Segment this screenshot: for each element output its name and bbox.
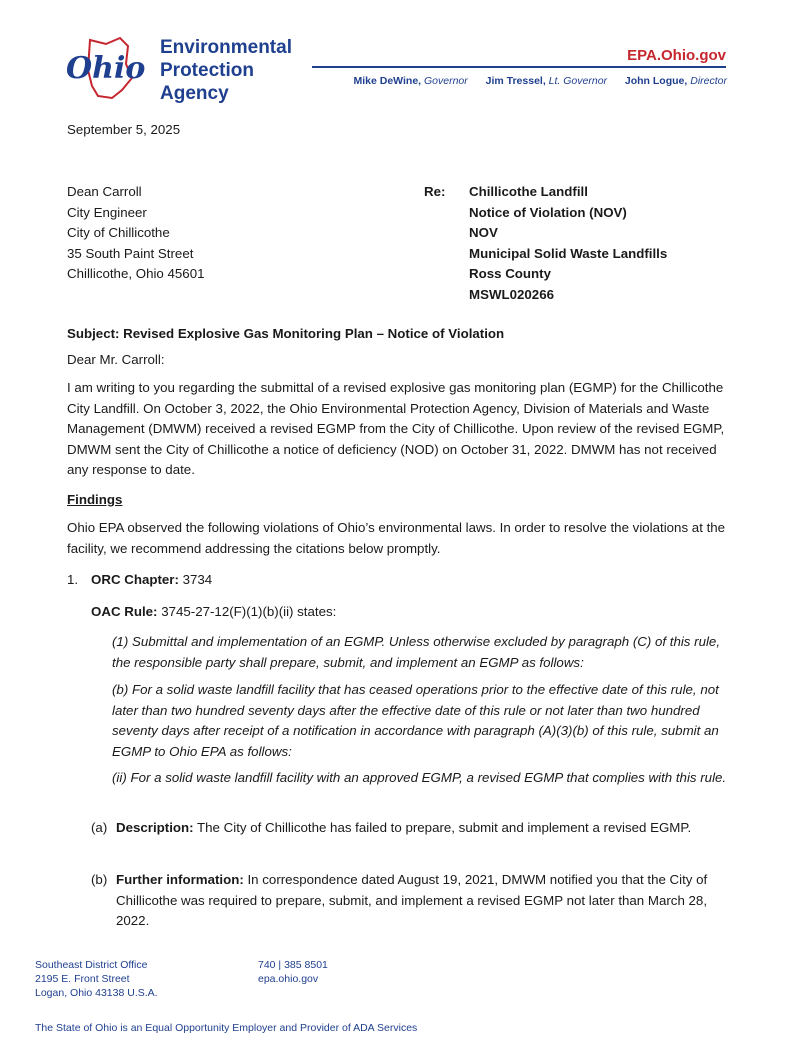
footer-office-address	[35, 958, 158, 1000]
subitem-letter: (a)	[91, 820, 108, 835]
orc-label: ORC Chapter:	[91, 572, 179, 587]
description-label: Description:	[116, 820, 194, 835]
orc-value: 3734	[178, 572, 213, 587]
footer-eeo-statement: The State of Ohio is an Equal Opportunity Employer and Provider of ADA Services	[35, 1022, 418, 1034]
re-line: NOV	[469, 225, 498, 240]
ohio-logo	[62, 34, 158, 104]
footer-line: Southeast District Office	[35, 959, 148, 971]
official-name: Mike DeWine,	[353, 75, 422, 87]
re-line: Notice of Violation (NOV)	[469, 204, 627, 220]
address-line: 35 South Paint Street	[67, 245, 194, 261]
rule-quote: (b) For a solid waste landfill facility that has ceased operations prior to the effective date of this rule, not later than two hundred seventy days after the effective date of this rule or not later than two hundred seventy days after receipt of a notification in accordance with paragraph (A)(3)(b) of this rule, submit an EGMP to Ohio EPA as follows:	[112, 682, 719, 759]
oac-rule	[91, 602, 336, 623]
footer-line: Logan, Ohio 43138 U.S.A.	[35, 987, 158, 999]
footer-phone: 740 | 385 8501	[258, 959, 328, 971]
address-line: City Engineer	[67, 204, 147, 220]
website-link[interactable]: EPA.Ohio.gov	[627, 47, 726, 64]
subject-line: Subject: Revised Explosive Gas Monitoring Plan – Notice of Violation	[67, 326, 505, 341]
official-name: Jim Tressel,	[485, 75, 546, 87]
description-subitem	[91, 818, 731, 839]
address-line: Dean Carroll	[67, 184, 142, 199]
subitem-letter: (b)	[91, 872, 108, 887]
official-title: Lt. Governor	[548, 75, 608, 87]
official-name: John Logue,	[624, 75, 688, 87]
re-line: Chillicothe Landfill	[469, 184, 588, 199]
agency-line: Agency	[160, 83, 229, 104]
header-divider	[312, 66, 726, 68]
official-title: Governor	[424, 75, 468, 87]
official-title: Director	[690, 75, 727, 87]
oac-value: 3745-27-12(F)(1)(b)(ii) states:	[157, 604, 337, 619]
address-line: Chillicothe, Ohio 45601	[67, 266, 205, 281]
footer-line: 2195 E. Front Street	[35, 973, 130, 985]
salutation: Dear Mr. Carroll:	[67, 352, 165, 367]
footer-contact	[258, 958, 328, 986]
oac-label: OAC Rule:	[91, 604, 158, 619]
findings-heading: Findings	[67, 492, 123, 507]
description-text: The City of Chillicothe has failed to prepare, submit and implement a revised EGMP.	[193, 820, 692, 835]
findings-intro: Ohio EPA observed the following violations of Ohio’s environmental laws. In order to resolve the violations at the facility, we recommend addressing the citations below promptly.	[67, 520, 726, 556]
item-number: 1.	[67, 572, 79, 587]
officials-line	[353, 75, 727, 87]
re-line: Municipal Solid Waste Landfills	[469, 245, 668, 261]
violation-item	[67, 570, 212, 591]
re-line: MSWL020266	[469, 286, 554, 302]
footer-website-link[interactable]: epa.ohio.gov	[258, 973, 319, 985]
agency-name	[160, 36, 292, 105]
agency-line: Protection	[160, 60, 254, 81]
re-label: Re:	[424, 184, 446, 199]
further-info-subitem	[91, 870, 731, 932]
address-line: City of Chillicothe	[67, 225, 170, 240]
re-block	[469, 182, 667, 305]
recipient-address	[67, 182, 205, 285]
agency-line: Environmental	[160, 37, 292, 58]
rule-quote: (ii) For a solid waste landfill facility with an approved EGMP, a revised EGMP that complies with this rule.	[112, 770, 727, 785]
logo-wordmark: Ohio	[66, 51, 146, 86]
further-info-label: Further information:	[116, 872, 244, 887]
letter-date: September 5, 2025	[67, 122, 181, 137]
rule-quote: (1) Submittal and implementation of an EGMP. Unless otherwise excluded by paragraph (C) of this rule, the responsible party shall prepare, submit, and implement an EGMP as follows:	[112, 634, 721, 670]
re-line: Ross County	[469, 266, 552, 281]
ohio-state-outline-icon	[62, 34, 158, 104]
intro-paragraph: I am writing to you regarding the submittal of a revised explosive gas monitoring plan (EGMP) for the Chillicothe City Landfill. On October 3, 2022, the Ohio Environmental Protection Agency, Division of Materials and Waste Management (DMWM) received a revised EGMP from the City of Chillicothe. Upon review of the revised EGMP, DMWM sent the City of Chillicothe a notice of deficiency (NOD) on October 31, 2022. DMWM has not received any response to date.	[67, 380, 725, 477]
further-info-text: In correspondence dated August 19, 2021, DMWM notified you that the City of Chillicothe was required to prepare, submit, and implement a revised EGMP not later than March 28, 2022.	[116, 872, 708, 928]
